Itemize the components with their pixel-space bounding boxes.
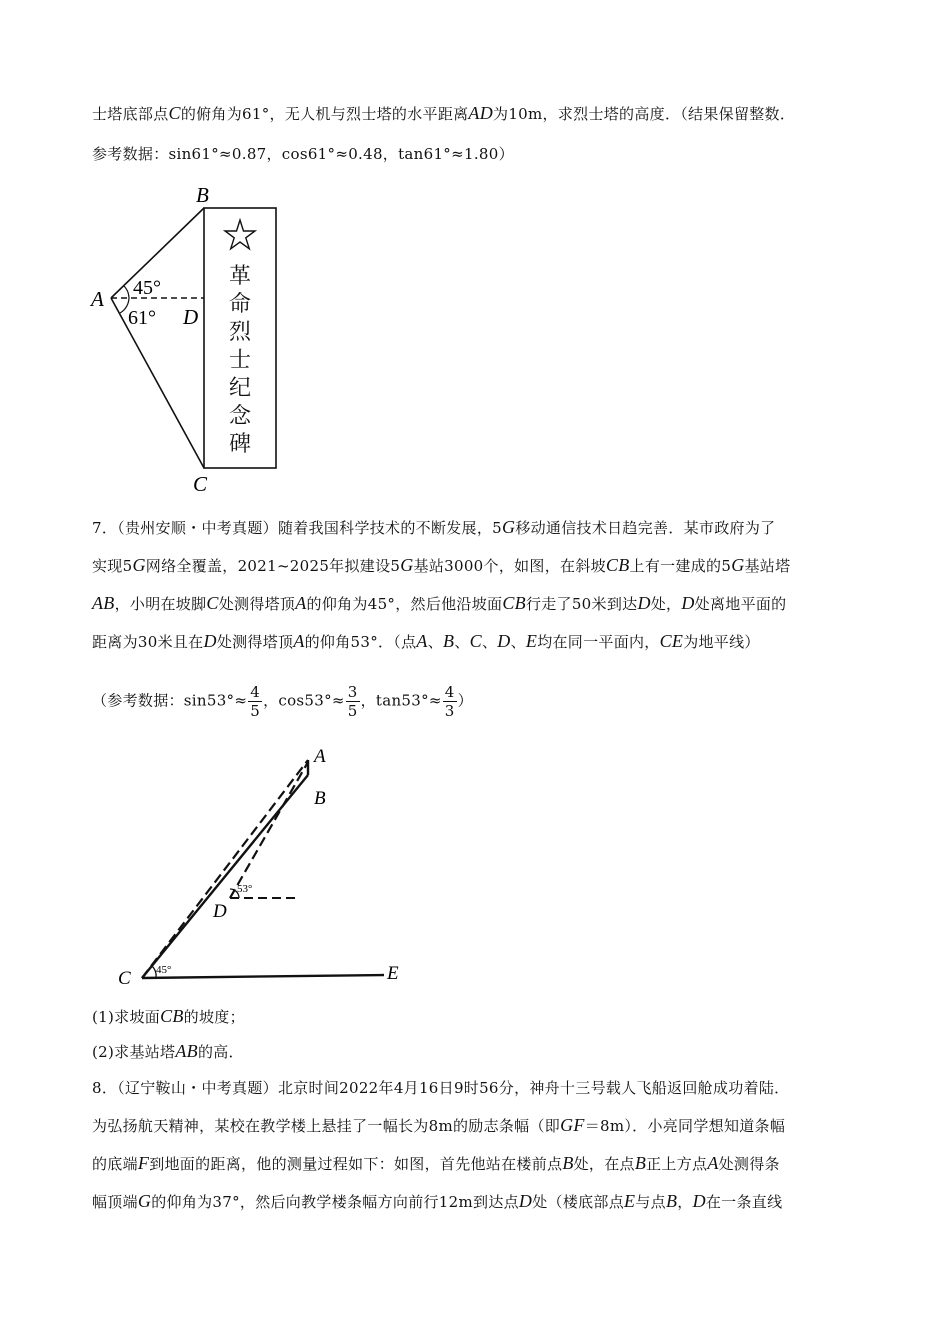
angle-label-45: 45° [133,277,161,299]
q7-figure-slope-tower [110,740,410,990]
label-A: A [314,746,326,767]
monument-char: 命 [228,291,252,316]
label-B: B [314,788,326,809]
q7-text-line-3: AB，小明在坡脚C处测得塔顶A的仰角为45°，然后他沿坡面CB行走了50米到达D处，D处离地平面的 [92,593,787,613]
label-B: B [196,183,209,207]
angle-label-53: 53° [237,883,253,895]
monument-char: 革 [228,263,252,288]
angle-label-45: 45° [156,964,172,976]
monument-char: 烈 [228,319,252,344]
q6-figure-monument [85,180,295,498]
fraction-sin: $\frac{4}{5}$ [250,683,261,720]
monument-char: 碑 [228,431,252,456]
fraction-cos: $\frac{3}{5}$ [347,683,358,720]
q8-text-line-2: 为弘扬航天精神，某校在教学楼上悬挂了一幅长为8m的励志条幅（即GF＝8m）．小亮同学想知道条幅 [92,1115,786,1135]
q6-text-line-1: 士塔底部点C的俯角为61°，无人机与烈士塔的水平距离AD为10m，求烈士塔的高度．（结果保留整数． [92,103,796,123]
label-C: C [118,968,131,989]
label-C: C [193,472,208,496]
q7-text-line-1: 7．（贵州安顺・中考真题）随着我国科学技术的不断发展，5G移动通信技术日趋完善．某市政府为了 [92,517,776,537]
q7-reference-data: （参考数据：sin53°≈ $\frac{4}{5}$ ，cos53°≈ $\frac{3}{5}$ ，tan53°≈ $\frac{4}{3}$ ） [92,683,473,720]
monument-char: 纪 [228,375,252,400]
angle-arc-45 [124,286,129,298]
line-DA-dashed [230,762,308,898]
line-CE-ground [142,975,384,978]
q7-text-line-4: 距离为30米且在D处测得塔顶A的仰角53°．（点A、B、C、D、E均在同一平面内，CE为地平线） [92,631,760,651]
star-icon [225,220,255,249]
label-E: E [387,963,399,984]
q6-reference-data: 参考数据：sin61°≈0.87，cos61°≈0.48，tan61°≈1.80） [92,145,514,163]
angle-label-61: 61° [128,307,156,329]
q8-text-line-1: 8．（辽宁鞍山・中考真题）北京时间2022年4月16日9时56分，神舟十三号载人飞船返回舱成功着陆． [92,1079,790,1097]
line-CA-dashed [142,760,308,978]
label-D: D [213,901,227,922]
monument-text [229,263,252,456]
q7-subquestion-1: (1)求坡面CB的坡度； [92,1006,245,1026]
q7-subquestion-2: (2)求基站塔AB的高． [92,1041,244,1061]
monument-char: 念 [228,403,252,428]
label-D: D [183,305,199,329]
q8-text-line-3: 的底端F到地面的距离，他的测量过程如下：如图，首先他站在楼前点B处，在点B正上方点A处测得条 [92,1153,780,1173]
label-A: A [91,287,104,311]
q8-text-line-4: 幅顶端G的仰角为37°，然后向教学楼条幅方向前行12m到达点D处（楼底部点E与点B，D在一条直线 [92,1191,783,1211]
monument-char: 士 [228,347,252,372]
fraction-tan: $\frac{4}{3}$ [444,683,455,720]
q7-text-line-2: 实现5G网络全覆盖，2021~2025年拟建设5G基站3000个，如图，在斜坡CB上有一建成的5G基站塔 [92,555,791,575]
